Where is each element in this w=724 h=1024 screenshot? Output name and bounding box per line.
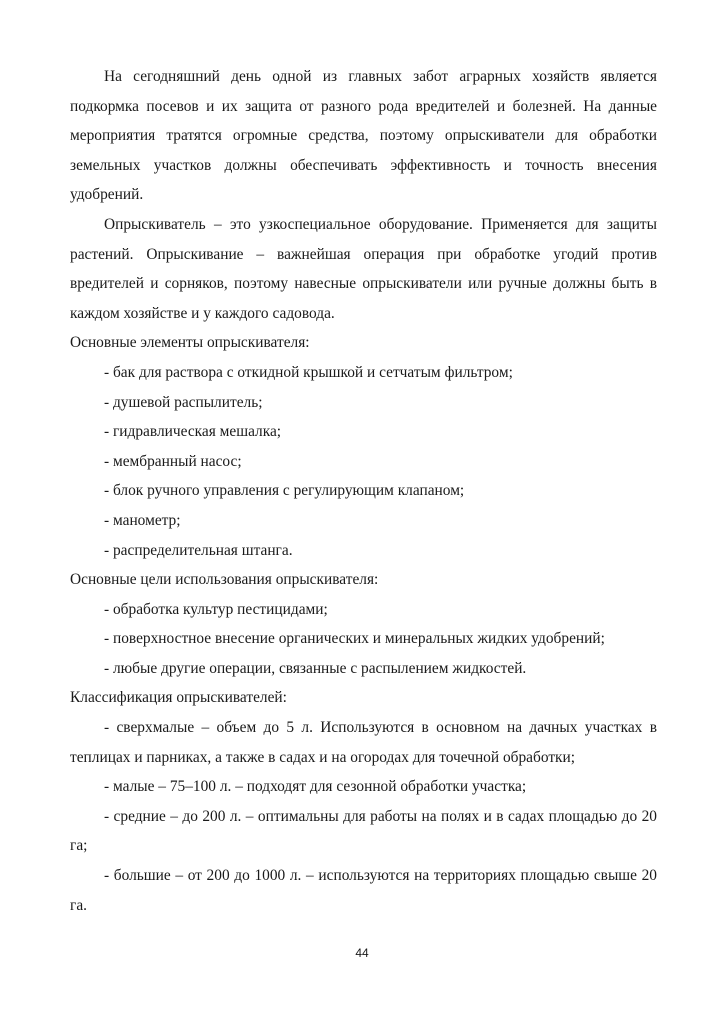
classification-list xyxy=(70,713,657,920)
document-page xyxy=(70,62,657,920)
definition-paragraph: Опрыскиватель – это узкоспециальное оборудование. Применяется для защиты растений. Опрыскивание – важнейшая операция при обработке угодий против вредителей и сорняков, поэтому навесные опрыскиватели или ручные должны быть в каждом хозяйстве и у каждого садовода. xyxy=(70,215,657,322)
goals-heading: Основные цели использования опрыскивателя: xyxy=(70,571,379,589)
elements-heading: Основные элементы опрыскивателя: xyxy=(70,334,310,352)
list-item: - обработка культур пестицидами; xyxy=(104,600,328,618)
list-item: - малые – 75–100 л. – подходят для сезонной обработки участка; xyxy=(104,778,527,796)
goals-list xyxy=(70,595,657,684)
list-item: - распределительная штанга. xyxy=(104,541,293,559)
page-number: 44 xyxy=(355,946,369,960)
list-item: - большие – от 200 до 1000 л. – используются на территориях площадью свыше 20 га. xyxy=(70,867,657,914)
elements-list xyxy=(70,358,657,565)
list-item: - любые другие операции, связанные с распылением жидкостей. xyxy=(104,659,527,677)
classification-heading: Классификация опрыскивателей: xyxy=(70,689,287,707)
list-item: - блок ручного управления с регулирующим клапаном; xyxy=(104,482,465,500)
list-item: - сверхмалые – объем до 5 л. Используются в основном на дачных участках в теплицах и парниках, а также в садах и на огородах для точечной обработки; xyxy=(70,719,657,766)
list-item: - манометр; xyxy=(104,511,181,529)
list-item: - бак для раствора с откидной крышкой и сетчатым фильтром; xyxy=(104,363,513,381)
list-item: - поверхностное внесение органических и минеральных жидких удобрений; xyxy=(104,630,605,648)
list-item: - душевой распылитель; xyxy=(104,393,263,411)
list-item: - средние – до 200 л. – оптимальны для работы на полях и в садах площадью до 20 га; xyxy=(70,807,657,855)
intro-paragraph: На сегодняшний день одной из главных забот аграрных хозяйств является подкормка посевов и их защита от разного рода вредителей и болезней. На данные мероприятия тратятся огромные средства, поэтому опрыскиватели для обработки земельных участков должны обеспечивать эффективность и точность внесения удобрений. xyxy=(70,68,657,204)
list-item: - гидравлическая мешалка; xyxy=(104,423,282,441)
list-item: - мембранный насос; xyxy=(104,452,242,470)
